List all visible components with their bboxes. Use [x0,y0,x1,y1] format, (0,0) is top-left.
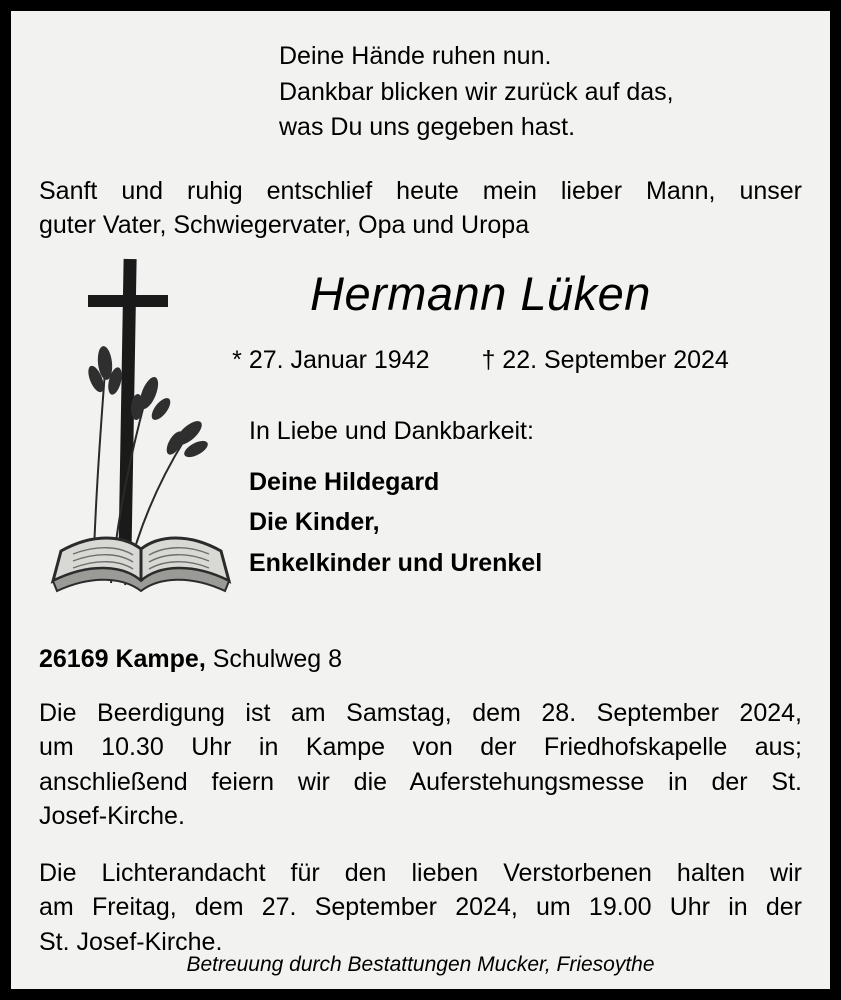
death-date: † 22. September 2024 [481,345,729,374]
thanks-heading: In Liebe und Dankbarkeit: [249,416,534,445]
address-line [39,645,802,674]
deceased-name: Hermann Lüken [310,266,651,320]
address-street: Schulweg 8 [212,644,342,673]
poem-block [39,29,802,146]
funeral-line-2: um 10.30 Uhr in Kampe von der Friedhofskapelle aus; [39,733,802,761]
funeral-line-3: anschließend feiern wir die Auferstehungsmesse in der St. [39,767,802,796]
intro-line-1: Sanft und ruhig entschlief heute mein lieber Mann, unser [39,176,802,205]
intro-text [39,174,802,243]
poem-line-3: was Du uns gegeben hast. [279,113,576,141]
vigil-line-1: Die Lichterandacht für den lieben Verstorbenen halten wir [39,858,802,887]
mourner-line-1: Deine Hildegard [249,467,440,496]
address-postal-city: 26169 Kampe, [39,644,206,673]
funeral-line-1: Die Beerdigung ist am Samstag, dem 28. September 2024, [39,698,802,727]
vigil-line-3: St. Josef-Kirche. [39,927,223,956]
vigil-details [39,856,802,960]
funeral-home-credit: Betreuung durch Bestattungen Mucker, Friesoythe [186,953,655,976]
poem-line-1: Deine Hände ruhen nun. [279,42,552,70]
name-and-mourners-block [39,266,802,629]
mourner-line-2: Die Kinder, [249,508,380,537]
poem-line-2: Dankbar blicken wir zurück auf das, [279,77,674,106]
mourner-line-3: Enkelkinder und Urenkel [249,548,543,577]
cross-wheat-bible-icon [33,251,263,621]
birth-date: * 27. Januar 1942 [232,345,430,374]
vigil-line-2: am Freitag, dem 27. September 2024, um 19.00 Uhr in der [39,893,802,921]
intro-line-2: guter Vater, Schwiegervater, Opa und Uropa [39,211,530,239]
funeral-line-4: Josef-Kirche. [39,802,185,830]
funeral-details [39,696,802,834]
